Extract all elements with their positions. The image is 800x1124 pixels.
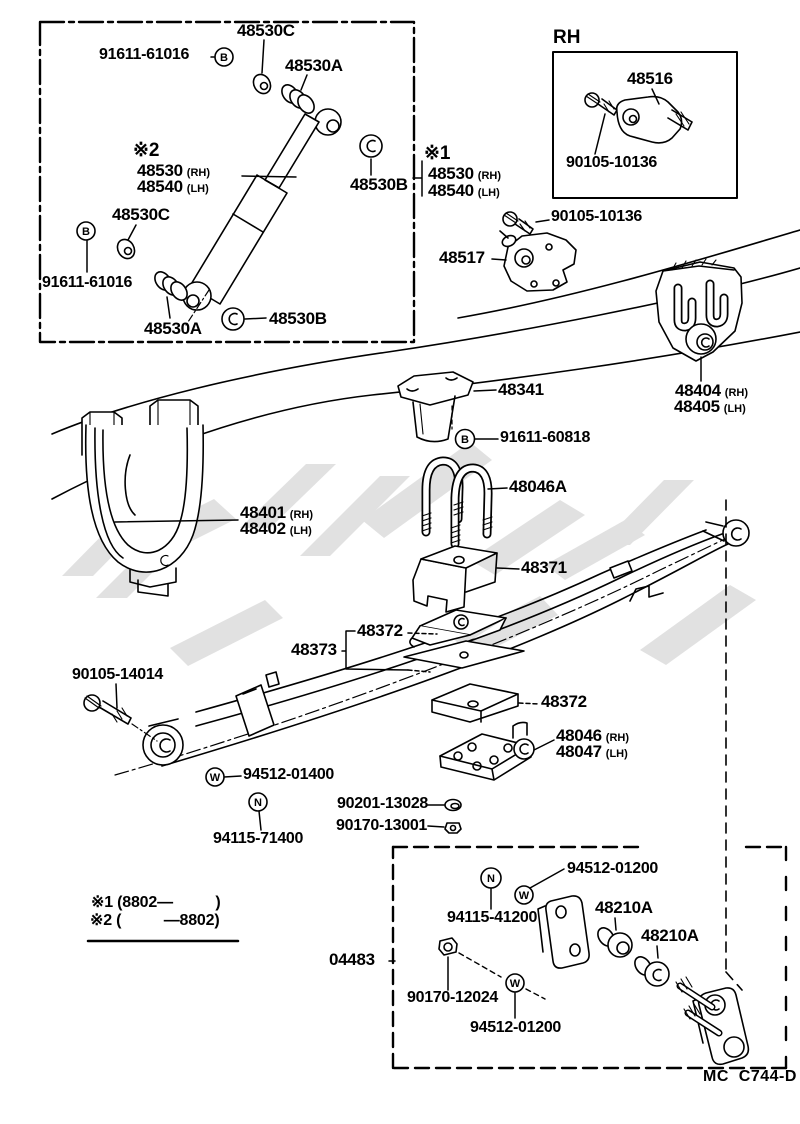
label-48341: 48341: [498, 380, 544, 399]
label-star1: ※1: [424, 143, 451, 164]
shock-grommet-top: [250, 71, 274, 96]
label-91611-60818: 91611-60818: [500, 429, 591, 446]
label-90201-13028: 90201-13028: [337, 795, 429, 812]
label-04483: 04483: [329, 950, 375, 969]
rh-bolt-90105-10136: [585, 93, 617, 115]
label-48405: 48405 (LH): [674, 397, 746, 416]
legend-line-1: ※1 (8802— ): [91, 894, 221, 911]
label-90105-10136-mid: 90105-10136: [551, 208, 643, 225]
label-90105-10136-rh: 90105-10136: [566, 154, 658, 171]
label-48530a-bottom: 48530A: [144, 319, 202, 338]
shackle-link-plate: [538, 896, 589, 968]
label-48540-lh-in: 48540 (LH): [137, 177, 209, 196]
shock-bushing-bottom: [152, 269, 191, 303]
shock-washer-bottom: [222, 308, 244, 330]
legend-line-2: ※2 ( —8802): [90, 912, 220, 929]
callout-letter-w3: W: [509, 978, 521, 990]
shackle-assembly: [676, 977, 748, 1064]
rh-bracket-48516: [617, 97, 692, 143]
callout-letter-w1: W: [209, 772, 221, 784]
label-48530b-right: 48530B: [350, 175, 408, 194]
callout-letter-b3: B: [461, 434, 469, 446]
shock-washer-right: [360, 135, 382, 157]
label-48401: 48401 (RH): [240, 503, 313, 522]
label-48540-lh-out: 48540 (LH): [428, 181, 500, 200]
label-48210a-2: 48210A: [641, 926, 699, 945]
label-48372-bottom: 48372: [541, 692, 587, 711]
label-91611-61016-top: 91611-61016: [99, 46, 190, 63]
shock-grommet-left: [114, 236, 138, 261]
label-48530b-bottom: 48530B: [269, 309, 327, 328]
shock-absorber: [183, 109, 341, 325]
callout-letter-b1: B: [220, 52, 228, 64]
callout-letter-n1: N: [254, 797, 262, 809]
callout-letter-b2: B: [82, 226, 90, 238]
spacer-48371: [413, 546, 497, 612]
label-94115-41200: 94115-41200: [447, 909, 538, 926]
label-94115-71400: 94115-71400: [213, 830, 304, 847]
label-rh-box-title: RH: [553, 27, 581, 48]
label-94512-01200-top: 94512-01200: [567, 860, 659, 877]
label-48530a-top: 48530A: [285, 56, 343, 75]
label-48046a: 48046A: [509, 477, 567, 496]
label-48046: 48046 (RH): [556, 726, 629, 745]
label-48210a-1: 48210A: [595, 898, 653, 917]
label-48402: 48402 (LH): [240, 519, 312, 538]
label-90105-14014: 90105-14014: [72, 666, 164, 683]
bracket-48517: [500, 231, 576, 291]
label-94512-01400: 94512-01400: [243, 766, 335, 783]
label-48404: 48404 (RH): [675, 381, 748, 400]
callout-letter-w2: W: [518, 890, 530, 902]
label-48530c-top: 48530C: [237, 21, 295, 40]
washer-90201-13028: [445, 800, 461, 811]
bushing-48210a-1: [595, 925, 632, 957]
label-94512-01200-bottom: 94512-01200: [470, 1019, 562, 1036]
label-48530-rh-in: 48530 (RH): [137, 161, 210, 180]
bushing-48210a-2: [632, 954, 669, 986]
label-90170-12024: 90170-12024: [407, 989, 499, 1006]
shock-bushing-top: [279, 82, 318, 116]
label-48530-rh-out: 48530 (RH): [428, 164, 501, 183]
bolt-90105-10136-mid: [503, 212, 533, 234]
label-48047: 48047 (LH): [556, 742, 628, 761]
label-48371: 48371: [521, 558, 567, 577]
label-48530c-left: 48530C: [112, 205, 170, 224]
shackle-projection-line: [726, 500, 742, 990]
nut-90170-13001: [445, 823, 461, 833]
label-star2: ※2: [133, 140, 160, 161]
nut-90170-12024: [439, 938, 457, 955]
label-48372-top: 48372: [357, 621, 403, 640]
bolt-90105-14014: [84, 695, 157, 741]
callout-letter-n2: N: [487, 873, 495, 885]
diagram-code: MC C744-D: [703, 1068, 797, 1085]
label-90170-13001: 90170-13001: [336, 817, 428, 834]
spring-seat-48372-bottom: [432, 684, 518, 722]
label-48517: 48517: [439, 248, 485, 267]
label-48373: 48373: [291, 640, 337, 659]
label-48516: 48516: [627, 69, 673, 88]
plate-48046: [440, 722, 534, 780]
label-91611-61016-bottom: 91611-61016: [42, 274, 133, 291]
